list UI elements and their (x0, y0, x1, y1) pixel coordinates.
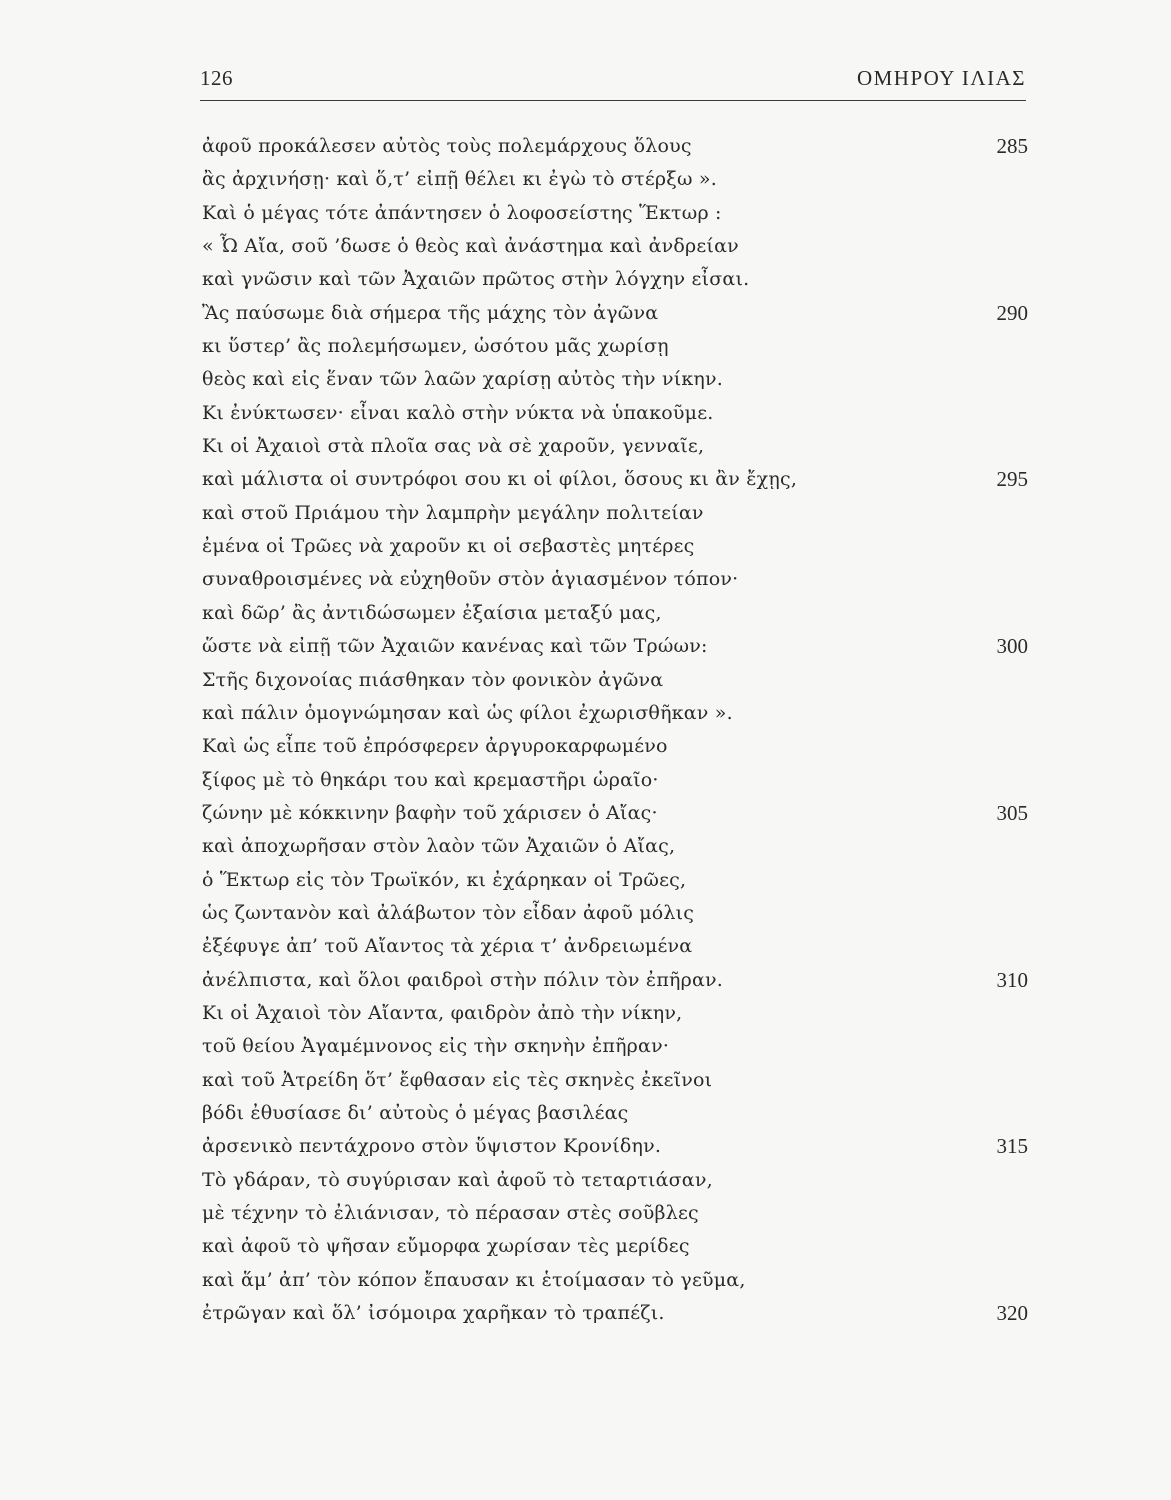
verse-line (202, 1064, 1028, 1097)
line-number: 285 (996, 134, 1028, 158)
verse-text: ἐμένα οἱ Τρῶες νὰ χαροῦν κι οἱ σεβαστὲς μητέρες (202, 535, 695, 558)
verse-line (202, 297, 1028, 330)
verse-line (202, 997, 1028, 1030)
verse-line (202, 563, 1028, 596)
verse-text: θεὸς καὶ εἰς ἕναν τῶν λαῶν χαρίσῃ αὐτὸς τὴν νίκην. (202, 368, 723, 391)
verse-line (202, 363, 1028, 396)
verse-block (202, 130, 1028, 1330)
line-number: 295 (996, 467, 1028, 492)
verse-text: Τὸ γδάραν, τὸ συγύρισαν καὶ ἀφοῦ τὸ τεταρτιάσαν, (202, 1168, 713, 1191)
verse-line (202, 1197, 1028, 1230)
verse-text: Κι ἐνύκτωσεν· εἶναι καλὸ στὴν νύκτα νὰ ὑπακοῦμε. (202, 401, 714, 424)
verse-text: καὶ γνῶσιν καὶ τῶν Ἀχαιῶν πρῶτος στὴν λόγχην εἶσαι. (202, 268, 750, 291)
verse-line (202, 530, 1028, 563)
line-number: 320 (996, 1301, 1028, 1326)
line-number: 305 (996, 800, 1028, 825)
verse-text: ὥστε νὰ εἰπῇ τῶν Ἀχαιῶν κανένας καὶ τῶν Τρώων: (202, 635, 708, 658)
verse-line (202, 463, 1028, 496)
verse-text: ἀφοῦ προκάλεσεν αὐτὸς τοὺς πολεμάρχους ὅλους (202, 135, 692, 157)
verse-line (202, 197, 1028, 230)
verse-line (202, 1097, 1028, 1130)
verse-text: καὶ πάλιν ὁμογνώμησαν καὶ ὡς φίλοι ἐχωρισθῆκαν ». (202, 701, 733, 724)
verse-text: βόδι ἐθυσίασε δι’ αὐτοὺς ὁ μέγας βασιλέας (202, 1101, 629, 1124)
verse-text: Καὶ ὁ μέγας τότε ἀπάντησεν ὁ λοφοσείστης Ἕκτωρ : (202, 201, 722, 224)
verse-text: ξίφος μὲ τὸ θηκάρι του καὶ κρεμαστῆρι ὡραῖο· (202, 768, 659, 791)
verse-line (202, 430, 1028, 463)
verse-line (202, 930, 1028, 963)
verse-text: καὶ στοῦ Πριάμου τὴν λαμπρὴν μεγάλην πολιτείαν (202, 501, 704, 524)
verse-text: Στῆς διχονοίας πιάσθηκαν τὸν φονικὸν ἀγῶνα (202, 668, 664, 691)
verse-line (202, 664, 1028, 697)
verse-line (202, 1264, 1028, 1297)
verse-line (202, 130, 1028, 163)
verse-text: Καὶ ὡς εἶπε τοῦ ἐπρόσφερεν ἀργυροκαρφωμένο (202, 735, 668, 758)
verse-text: ὡς ζωντανὸν καὶ ἀλάβωτον τὸν εἶδαν ἀφοῦ μόλις (202, 901, 695, 924)
verse-line (202, 1030, 1028, 1063)
verse-text: ἂς ἀρχινήσῃ· καὶ ὅ,τ’ εἰπῇ θέλει κι ἐγὼ τὸ στέρξω ». (202, 168, 717, 191)
verse-text: Κι οἱ Ἀχαιοὶ στὰ πλοῖα σας νὰ σὲ χαροῦν, γενναῖε, (202, 435, 705, 458)
verse-text: συναθροισμένες νὰ εὐχηθοῦν στὸν ἁγιασμένον τόπον· (202, 568, 739, 591)
header-rule (200, 100, 1026, 101)
verse-text: « Ὦ Αἴα, σοῦ ’δωσε ὁ θεὸς καὶ ἀνάστημα καὶ ἀνδρείαν (202, 235, 739, 258)
verse-text: ζώνην μὲ κόκκινην βαφὴν τοῦ χάρισεν ὁ Αἴας· (202, 801, 658, 824)
verse-line (202, 697, 1028, 730)
verse-text: Κι οἱ Ἀχαιοὶ τὸν Αἴαντα, φαιδρὸν ἀπὸ τὴν νίκην, (202, 1001, 683, 1024)
verse-text: Ἂς παύσωμε διὰ σήμερα τῆς μάχης τὸν ἀγῶνα (202, 301, 659, 324)
verse-line (202, 597, 1028, 630)
verse-line (202, 230, 1028, 263)
page-number: 126 (200, 66, 233, 90)
line-number: 310 (996, 967, 1028, 992)
verse-line (202, 397, 1028, 430)
verse-line (202, 864, 1028, 897)
verse-text: καὶ μάλιστα οἱ συντρόφοι σου κι οἱ φίλοι, ὅσους κι ἂν ἔχῃς, (202, 468, 798, 491)
page-header (200, 66, 1026, 96)
verse-line (202, 764, 1028, 797)
verse-text: καὶ ἀφοῦ τὸ ψῆσαν εὔμορφα χωρίσαν τὲς μερίδες (202, 1235, 690, 1258)
verse-text: καὶ ἀποχωρῆσαν στὸν λαὸν τῶν Ἀχαιῶν ὁ Αἴας, (202, 835, 676, 858)
running-title: ΟΜΗΡΟΥ ΙΛΙΑΣ (856, 66, 1026, 90)
verse-text: κι ὕστερ’ ἂς πολεμήσωμεν, ὡσότου μᾶς χωρίσῃ (202, 335, 669, 358)
verse-line (202, 1297, 1028, 1330)
verse-line (202, 163, 1028, 196)
verse-line (202, 330, 1028, 363)
line-number: 315 (996, 1134, 1028, 1159)
verse-text: τοῦ θείου Ἀγαμέμνονος εἰς τὴν σκηνὴν ἐπῆραν· (202, 1035, 670, 1058)
verse-line (202, 830, 1028, 863)
verse-text: ἐτρῶγαν καὶ ὅλ’ ἰσόμοιρα χαρῆκαν τὸ τραπέζι. (202, 1302, 665, 1325)
verse-line (202, 1230, 1028, 1263)
line-number: 300 (996, 634, 1028, 659)
verse-text: ὁ Ἕκτωρ εἰς τὸν Τρωϊκόν, κι ἐχάρηκαν οἱ Τρῶες, (202, 868, 687, 891)
verse-text: ἐξέφυγε ἀπ’ τοῦ Αἴαντος τὰ χέρια τ’ ἀνδρειωμένα (202, 935, 693, 958)
verse-line (202, 1164, 1028, 1197)
verse-text: ἀρσενικὸ πεντάχρονο στὸν ὕψιστον Κρονίδην. (202, 1135, 662, 1158)
verse-line (202, 730, 1028, 763)
verse-line (202, 897, 1028, 930)
line-number: 290 (996, 300, 1028, 325)
verse-line (202, 1130, 1028, 1163)
verse-text: μὲ τέχνην τὸ ἐλιάνισαν, τὸ πέρασαν στὲς σοῦβλες (202, 1202, 699, 1224)
verse-text: καὶ τοῦ Ἀτρείδη ὅτ’ ἔφθασαν εἰς τὲς σκηνὲς ἐκεῖνοι (202, 1068, 713, 1091)
verse-line (202, 797, 1028, 830)
verse-line (202, 630, 1028, 663)
verse-line (202, 497, 1028, 530)
verse-line (202, 263, 1028, 296)
verse-text: καὶ ἅμ’ ἀπ’ τὸν κόπον ἔπαυσαν κι ἑτοίμασαν τὸ γεῦμα, (202, 1268, 746, 1291)
verse-line (202, 964, 1028, 997)
verse-text: ἀνέλπιστα, καὶ ὅλοι φαιδροὶ στὴν πόλιν τὸν ἐπῆραν. (202, 968, 723, 991)
verse-text: καὶ δῶρ’ ἂς ἀντιδώσωμεν ἐξαίσια μεταξύ μας, (202, 601, 662, 624)
